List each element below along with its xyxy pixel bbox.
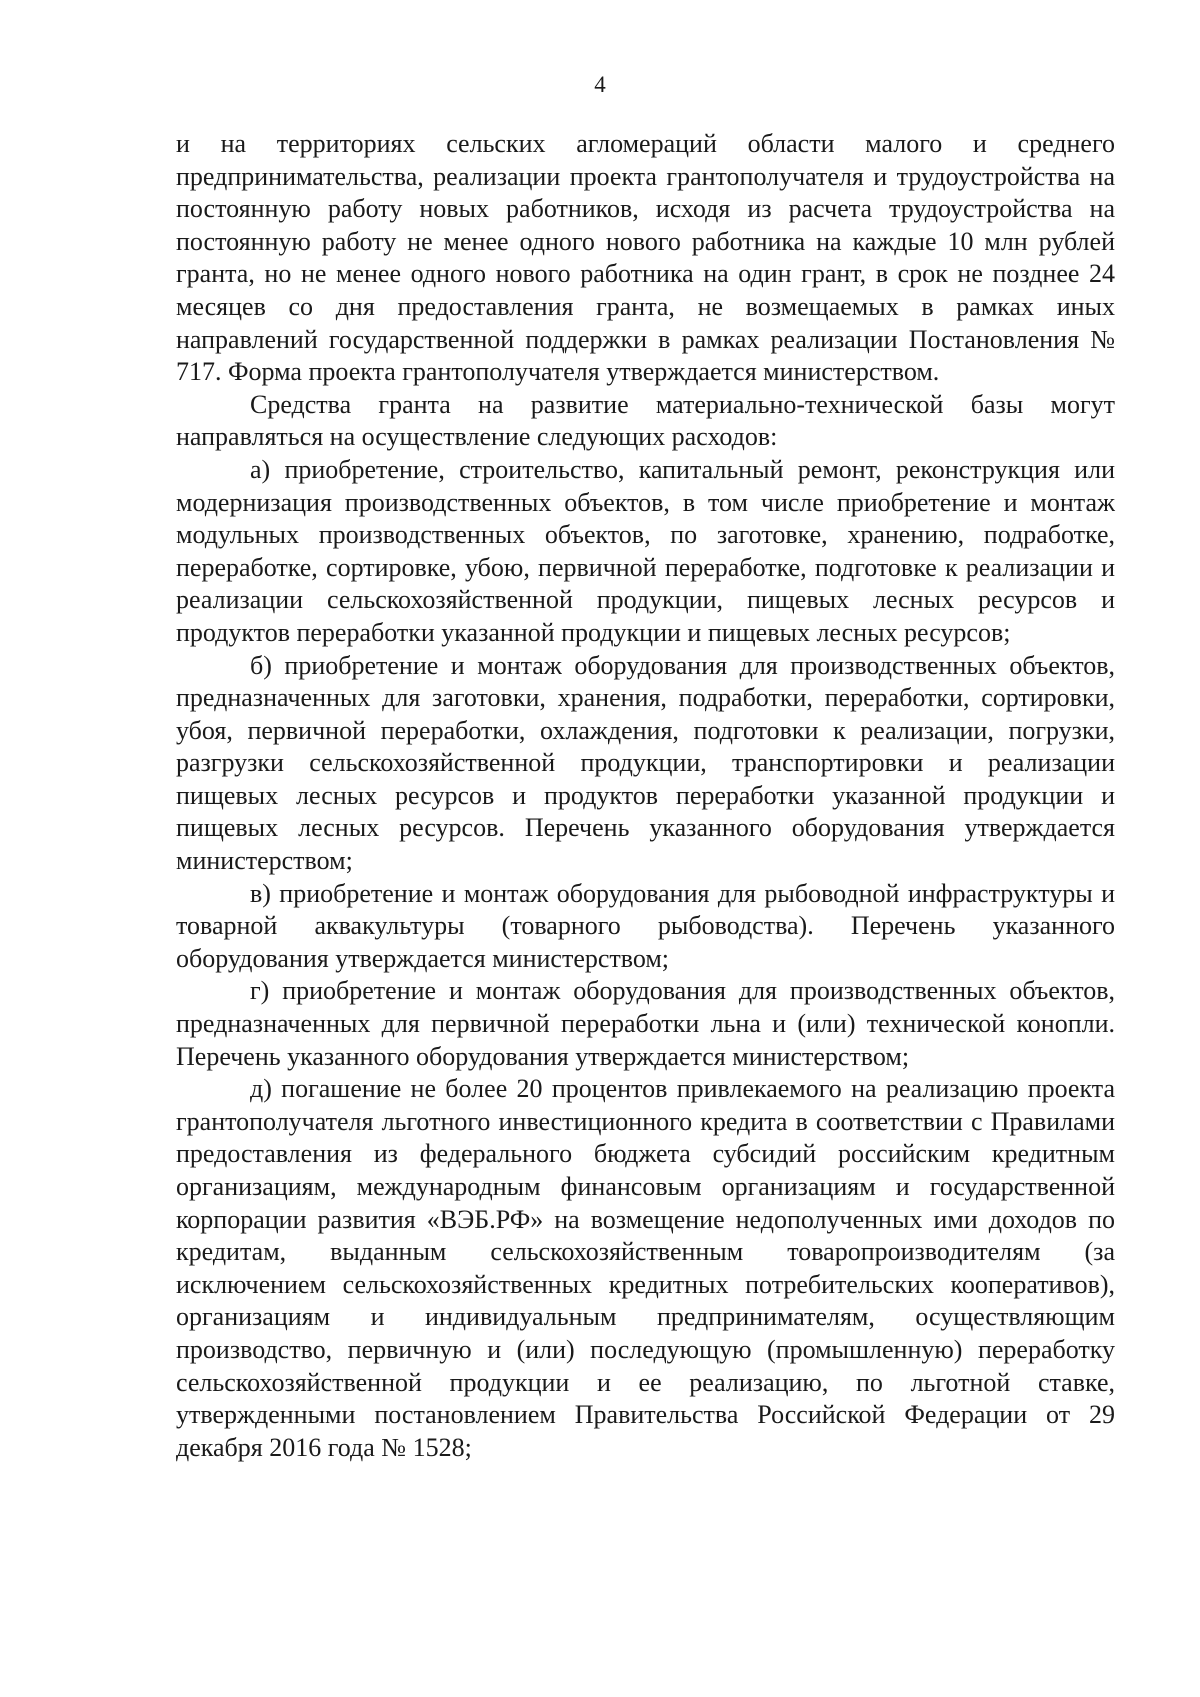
paragraph-item-v: в) приобретение и монтаж оборудования для рыбоводной инфраструктуры и товарной аквакультуры (товарного рыбоводства). Перечень указанного оборудования утверждается министерством; bbox=[176, 878, 1115, 973]
paragraph-item-b: б) приобретение и монтаж оборудования для производственных объектов, предназначенных для заготовки, хранения, подработки, переработки, сортировки, убоя, первичной переработки, охлаждения, подготовки к реализации, погрузки, разгрузки сельскохозяйственной продукции, транспортировки и реализации пищевых лесных ресурсов и продуктов переработки указанной продукции и пищевых лесных ресурсов. Перечень указанного оборудования утверждается министерством; bbox=[176, 650, 1115, 876]
paragraph-item-g: г) приобретение и монтаж оборудования для производственных объектов, предназначенных для первичной переработки льна и (или) технической конопли. Перечень указанного оборудования утверждается министерством; bbox=[176, 976, 1115, 1071]
paragraph-grant-expenses-intro: Средства гранта на развитие материально-технической базы могут направляться на осуществление следующих расходов: bbox=[176, 389, 1115, 452]
document-body bbox=[176, 128, 1115, 1464]
page-number: 4 bbox=[594, 72, 606, 97]
paragraph-continuation: и на территориях сельских агломераций области малого и среднего предпринимательства, реализации проекта грантополучателя и трудоустройства на постоянную работу новых работников, исходя из расчета трудоустройства на постоянную работу не менее одного нового работника на каждые 10 млн рублей гранта, но не менее одного нового работника на один грант, в срок не позднее 24 месяцев со дня предоставления гранта, не возмещаемых в рамках иных направлений государственной поддержки в рамках реализации Постановления № 717. Форма проекта грантополучателя утверждается министерством. bbox=[176, 129, 1115, 387]
paragraph-item-d: д) погашение не более 20 процентов привлекаемого на реализацию проекта грантополучателя льготного инвестиционного кредита в соответствии с Правилами предоставления из федерального бюджета субсидий российским кредитным организациям, международным финансовым организациям и государственной корпорации развития «ВЭБ.РФ» на возмещение недополученных ими доходов по кредитам, выданным сельскохозяйственным товаропроизводителям (за исключением сельскохозяйственных кредитных потребительских кооперативов), организациям и индивидуальным предпринимателям, осуществляющим производство, первичную и (или) последующую (промышленную) переработку сельскохозяйственной продукции и ее реализацию, по льготной ставке, утвержденными постановлением Правительства Российской Федерации от 29 декабря 2016 года № 1528; bbox=[176, 1074, 1115, 1462]
paragraph-item-a: а) приобретение, строительство, капитальный ремонт, реконструкция или модернизация производственных объектов, в том числе приобретение и монтаж модульных производственных объектов, по заготовке, хранению, подработке, переработке, сортировке, убою, первичной переработке, подготовке к реализации и реализации сельскохозяйственной продукции, пищевых лесных ресурсов и продуктов переработки указанной продукции и пищевых лесных ресурсов; bbox=[176, 454, 1115, 647]
